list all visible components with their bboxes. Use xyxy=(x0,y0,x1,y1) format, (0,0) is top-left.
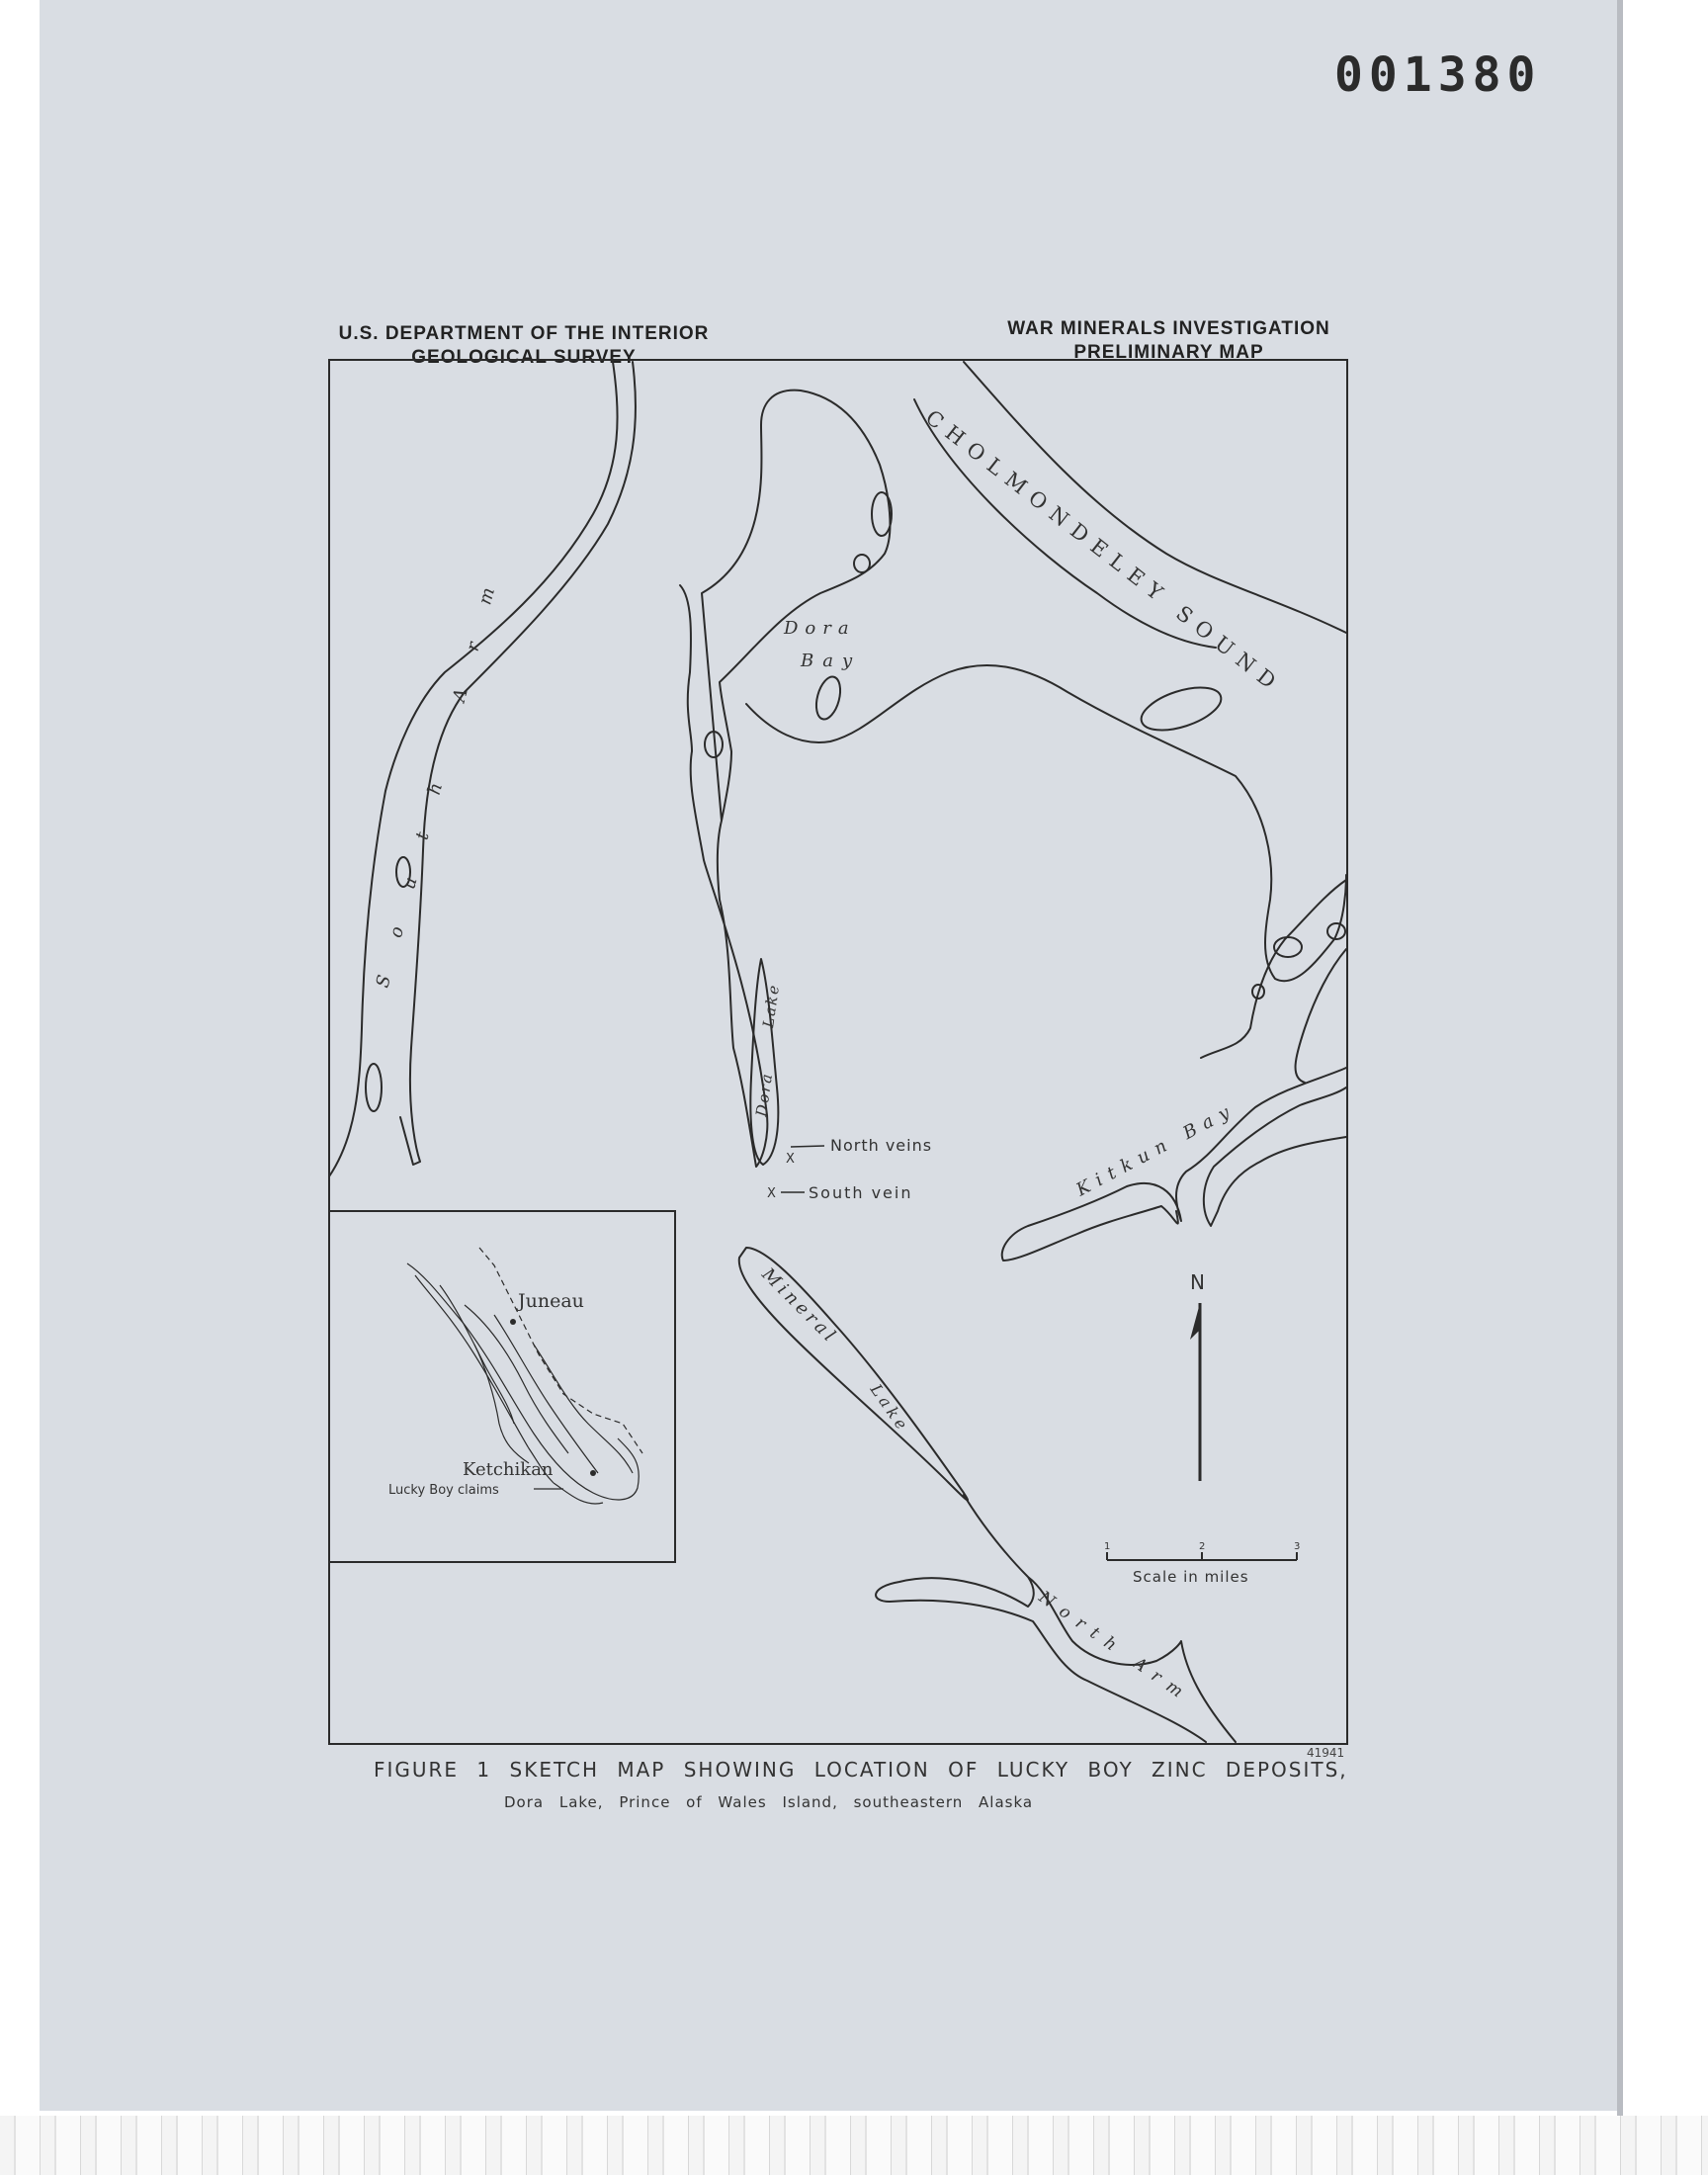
ketchikan-dot-icon xyxy=(590,1470,596,1476)
dora-bay-label-line2: Bay xyxy=(801,651,862,671)
inset-ketchikan-label: Ketchikan xyxy=(463,1459,554,1480)
inset-lucky-boy-claims-label: Lucky Boy claims xyxy=(388,1483,499,1498)
dora-lake-label-line1: Dora xyxy=(752,1071,777,1118)
dora-bay-island-1 xyxy=(872,492,892,536)
scale-tick-1: 1 xyxy=(1104,1541,1111,1552)
sound-island-large xyxy=(1136,679,1226,739)
header-left-line2: GEOLOGICAL SURVEY xyxy=(411,347,637,368)
dora-lake-label-line2: Lake xyxy=(759,982,784,1029)
mineral-lake-label-line1: Mineral xyxy=(757,1263,842,1348)
north-veins-marker: X xyxy=(786,1152,795,1167)
figure-number: 41941 xyxy=(1307,1746,1345,1760)
scale-title: Scale in miles xyxy=(1133,1568,1249,1586)
dora-bay-shoreline xyxy=(680,391,890,1167)
peninsula-south-shore xyxy=(746,665,1346,981)
north-arrow-letter: N xyxy=(1190,1270,1205,1294)
north-veins-pointer xyxy=(791,1146,824,1147)
scale-tick-3: 3 xyxy=(1294,1541,1301,1552)
south-vein-marker: X xyxy=(767,1186,776,1201)
south-arm-island-2 xyxy=(366,1064,382,1111)
dora-bay-label-line1: Dora xyxy=(784,618,856,639)
header-right-line2: PRELIMINARY MAP xyxy=(1073,342,1264,363)
mineral-lake-label-line2: Lake xyxy=(866,1380,914,1436)
document-number: 001380 xyxy=(1334,47,1542,103)
header-right-line1: WAR MINERALS INVESTIGATION xyxy=(1007,318,1330,339)
figure-caption-line1: FIGURE 1 SKETCH MAP SHOWING LOCATION OF LUCKY BOY ZINC DEPOSITS, xyxy=(374,1758,1348,1782)
header-left-line1: U.S. DEPARTMENT OF THE INTERIOR xyxy=(338,323,710,344)
inset-frame xyxy=(329,1211,675,1562)
dora-bay-island-2 xyxy=(854,555,870,572)
north-veins-label: North veins xyxy=(830,1136,933,1155)
map-frame xyxy=(329,360,1347,1744)
south-vein-label: South vein xyxy=(809,1183,913,1202)
north-arm-label: North Arm xyxy=(1035,1587,1195,1708)
south-arm-shoreline xyxy=(329,362,636,1176)
inset-juneau-label: Juneau xyxy=(518,1290,584,1312)
dora-bay-island-3 xyxy=(812,674,845,722)
kitkun-bay-upper-channel xyxy=(1201,880,1346,1083)
juneau-dot-icon xyxy=(510,1319,516,1325)
kitkun-bay-label: Kitkun Bay xyxy=(1072,1098,1240,1201)
figure-caption-line2: Dora Lake, Prince of Wales Island, southeastern Alaska xyxy=(504,1793,1034,1811)
kitkun-bay-shoreline xyxy=(1002,1068,1346,1261)
scale-tick-2: 2 xyxy=(1199,1541,1206,1552)
south-arm-label: South Arm xyxy=(372,547,510,991)
cholmondeley-sound-label: CHOLMONDELEY SOUND xyxy=(920,405,1288,699)
